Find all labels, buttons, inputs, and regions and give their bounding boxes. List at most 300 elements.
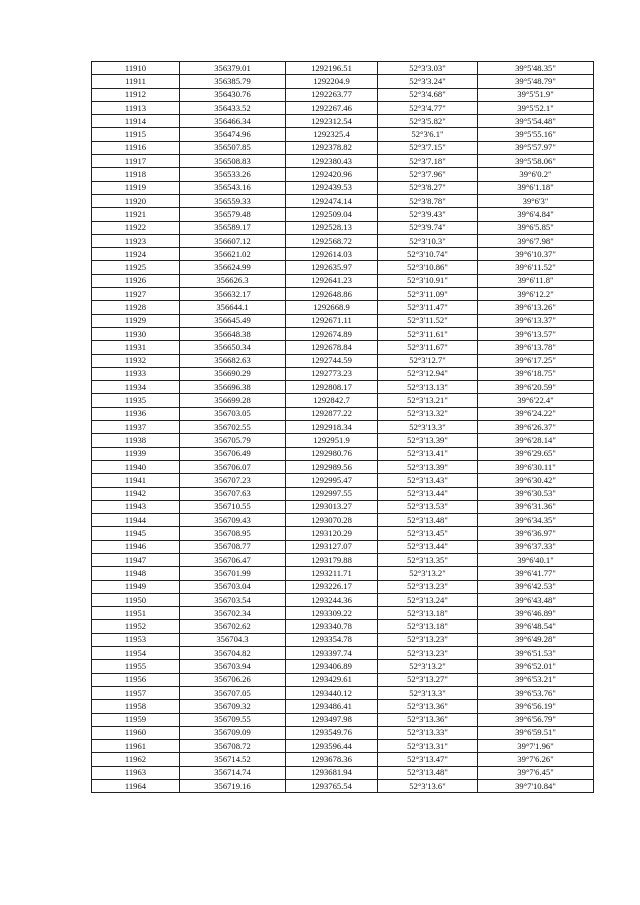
x-coordinate-cell: 356710.55 (180, 500, 286, 513)
y-coordinate-cell: 1293340.78 (286, 620, 378, 633)
y-coordinate-cell: 1293120.29 (286, 527, 378, 540)
longitude-cell: 39°6'56.19" (478, 700, 594, 713)
point-number-cell: 11936 (92, 407, 180, 420)
x-coordinate-cell: 356433.52 (180, 101, 286, 114)
latitude-cell: 52°3'12.7" (378, 354, 478, 367)
point-number-cell: 11911 (92, 75, 180, 88)
table-row (92, 421, 594, 434)
longitude-cell: 39°6'13.37" (478, 314, 594, 327)
table-row (92, 168, 594, 181)
x-coordinate-cell: 356474.96 (180, 128, 286, 141)
latitude-cell: 52°3'13.6" (378, 780, 478, 793)
latitude-cell: 52°3'9.74" (378, 221, 478, 234)
point-number-cell: 11929 (92, 314, 180, 327)
x-coordinate-cell: 356704.82 (180, 647, 286, 660)
x-coordinate-cell: 356650.34 (180, 341, 286, 354)
y-coordinate-cell: 1292474.14 (286, 194, 378, 207)
x-coordinate-cell: 356709.32 (180, 700, 286, 713)
y-coordinate-cell: 1292997.55 (286, 487, 378, 500)
x-coordinate-cell: 356507.85 (180, 141, 286, 154)
point-number-cell: 11932 (92, 354, 180, 367)
table-row (92, 381, 594, 394)
point-number-cell: 11937 (92, 421, 180, 434)
table-row (92, 700, 594, 713)
point-number-cell: 11940 (92, 460, 180, 473)
longitude-cell: 39°6'12.2" (478, 288, 594, 301)
y-coordinate-cell: 1292196.51 (286, 62, 378, 75)
table-row (92, 88, 594, 101)
point-number-cell: 11948 (92, 567, 180, 580)
table-row (92, 181, 594, 194)
latitude-cell: 52°3'13.44" (378, 487, 478, 500)
latitude-cell: 52°3'3.03" (378, 62, 478, 75)
y-coordinate-cell: 1293127.07 (286, 540, 378, 553)
latitude-cell: 52°3'13.36" (378, 700, 478, 713)
longitude-cell: 39°6'5.85" (478, 221, 594, 234)
longitude-cell: 39°6'43.48" (478, 593, 594, 606)
longitude-cell: 39°6'1.18" (478, 181, 594, 194)
longitude-cell: 39°6'24.22" (478, 407, 594, 420)
latitude-cell: 52°3'13.3" (378, 421, 478, 434)
point-number-cell: 11958 (92, 700, 180, 713)
table-row (92, 766, 594, 779)
latitude-cell: 52°3'4.68" (378, 88, 478, 101)
table-row (92, 726, 594, 739)
y-coordinate-cell: 1293211.71 (286, 567, 378, 580)
longitude-cell: 39°6'49.28" (478, 633, 594, 646)
x-coordinate-cell: 356702.55 (180, 421, 286, 434)
longitude-cell: 39°5'58.06" (478, 155, 594, 168)
point-number-cell: 11956 (92, 673, 180, 686)
x-coordinate-cell: 356708.95 (180, 527, 286, 540)
longitude-cell: 39°6'56.79" (478, 713, 594, 726)
x-coordinate-cell: 356706.47 (180, 553, 286, 566)
latitude-cell: 52°3'10.91" (378, 274, 478, 287)
latitude-cell: 52°3'3.24" (378, 75, 478, 88)
latitude-cell: 52°3'7.15" (378, 141, 478, 154)
point-number-cell: 11947 (92, 553, 180, 566)
latitude-cell: 52°3'13.24" (378, 593, 478, 606)
latitude-cell: 52°3'11.67" (378, 341, 478, 354)
y-coordinate-cell: 1292951.9 (286, 434, 378, 447)
x-coordinate-cell: 356508.83 (180, 155, 286, 168)
x-coordinate-cell: 356714.74 (180, 766, 286, 779)
table-row (92, 780, 594, 793)
y-coordinate-cell: 1293244.36 (286, 593, 378, 606)
point-number-cell: 11919 (92, 181, 180, 194)
x-coordinate-cell: 356579.48 (180, 208, 286, 221)
point-number-cell: 11943 (92, 500, 180, 513)
longitude-cell: 39°6'30.42" (478, 474, 594, 487)
y-coordinate-cell: 1292325.4 (286, 128, 378, 141)
x-coordinate-cell: 356702.34 (180, 607, 286, 620)
y-coordinate-cell: 1292877.22 (286, 407, 378, 420)
x-coordinate-cell: 356707.05 (180, 686, 286, 699)
longitude-cell: 39°5'48.35" (478, 62, 594, 75)
table-row (92, 540, 594, 553)
point-number-cell: 11934 (92, 381, 180, 394)
table-row (92, 314, 594, 327)
table-row (92, 740, 594, 753)
x-coordinate-cell: 356703.05 (180, 407, 286, 420)
y-coordinate-cell: 1293013.27 (286, 500, 378, 513)
table-row (92, 713, 594, 726)
point-number-cell: 11949 (92, 580, 180, 593)
longitude-cell: 39°6'11.8" (478, 274, 594, 287)
x-coordinate-cell: 356719.16 (180, 780, 286, 793)
point-number-cell: 11931 (92, 341, 180, 354)
longitude-cell: 39°5'51.9" (478, 88, 594, 101)
y-coordinate-cell: 1292773.23 (286, 367, 378, 380)
point-number-cell: 11951 (92, 607, 180, 620)
latitude-cell: 52°3'6.1" (378, 128, 478, 141)
x-coordinate-cell: 356702.62 (180, 620, 286, 633)
point-number-cell: 11922 (92, 221, 180, 234)
longitude-cell: 39°6'26.37" (478, 421, 594, 434)
x-coordinate-cell: 356632.17 (180, 288, 286, 301)
latitude-cell: 52°3'8.78" (378, 194, 478, 207)
y-coordinate-cell: 1292312.54 (286, 115, 378, 128)
longitude-cell: 39°6'13.78" (478, 341, 594, 354)
latitude-cell: 52°3'13.48" (378, 514, 478, 527)
table-row (92, 487, 594, 500)
y-coordinate-cell: 1293765.54 (286, 780, 378, 793)
table-row (92, 261, 594, 274)
x-coordinate-cell: 356707.63 (180, 487, 286, 500)
latitude-cell: 52°3'13.39" (378, 434, 478, 447)
point-number-cell: 11953 (92, 633, 180, 646)
y-coordinate-cell: 1293070.28 (286, 514, 378, 527)
longitude-cell: 39°6'29.65" (478, 447, 594, 460)
table-row (92, 221, 594, 234)
latitude-cell: 52°3'13.31" (378, 740, 478, 753)
point-number-cell: 11924 (92, 248, 180, 261)
y-coordinate-cell: 1292980.76 (286, 447, 378, 460)
latitude-cell: 52°3'13.27" (378, 673, 478, 686)
y-coordinate-cell: 1293678.36 (286, 753, 378, 766)
point-number-cell: 11945 (92, 527, 180, 540)
y-coordinate-cell: 1292509.04 (286, 208, 378, 221)
y-coordinate-cell: 1292744.59 (286, 354, 378, 367)
latitude-cell: 52°3'13.2" (378, 567, 478, 580)
point-number-cell: 11961 (92, 740, 180, 753)
longitude-cell: 39°6'4.84" (478, 208, 594, 221)
y-coordinate-cell: 1293179.88 (286, 553, 378, 566)
longitude-cell: 39°5'48.79" (478, 75, 594, 88)
latitude-cell: 52°3'11.52" (378, 314, 478, 327)
x-coordinate-cell: 356701.99 (180, 567, 286, 580)
latitude-cell: 52°3'13.18" (378, 620, 478, 633)
x-coordinate-cell: 356624.99 (180, 261, 286, 274)
table-row (92, 647, 594, 660)
latitude-cell: 52°3'11.47" (378, 301, 478, 314)
table-row (92, 208, 594, 221)
longitude-cell: 39°6'42.53" (478, 580, 594, 593)
x-coordinate-cell: 356704.3 (180, 633, 286, 646)
point-number-cell: 11946 (92, 540, 180, 553)
point-number-cell: 11914 (92, 115, 180, 128)
y-coordinate-cell: 1292568.72 (286, 234, 378, 247)
latitude-cell: 52°3'10.3" (378, 234, 478, 247)
y-coordinate-cell: 1293429.61 (286, 673, 378, 686)
x-coordinate-cell: 356706.49 (180, 447, 286, 460)
longitude-cell: 39°5'57.97" (478, 141, 594, 154)
latitude-cell: 52°3'13.23" (378, 580, 478, 593)
coordinates-table-body (92, 62, 594, 793)
y-coordinate-cell: 1292439.53 (286, 181, 378, 194)
y-coordinate-cell: 1292263.77 (286, 88, 378, 101)
point-number-cell: 11917 (92, 155, 180, 168)
point-number-cell: 11962 (92, 753, 180, 766)
point-number-cell: 11910 (92, 62, 180, 75)
longitude-cell: 39°6'53.76" (478, 686, 594, 699)
table-row (92, 460, 594, 473)
y-coordinate-cell: 1292380.43 (286, 155, 378, 168)
x-coordinate-cell: 356703.94 (180, 660, 286, 673)
longitude-cell: 39°6'31.36" (478, 500, 594, 513)
latitude-cell: 52°3'13.44" (378, 540, 478, 553)
latitude-cell: 52°3'13.35" (378, 553, 478, 566)
table-row (92, 288, 594, 301)
y-coordinate-cell: 1293309.22 (286, 607, 378, 620)
x-coordinate-cell: 356703.54 (180, 593, 286, 606)
latitude-cell: 52°3'13.21" (378, 394, 478, 407)
x-coordinate-cell: 356699.28 (180, 394, 286, 407)
table-row (92, 660, 594, 673)
longitude-cell: 39°6'7.98" (478, 234, 594, 247)
longitude-cell: 39°6'36.97" (478, 527, 594, 540)
y-coordinate-cell: 1293486.41 (286, 700, 378, 713)
table-row (92, 341, 594, 354)
longitude-cell: 39°5'52.1" (478, 101, 594, 114)
table-row (92, 141, 594, 154)
table-row (92, 567, 594, 580)
latitude-cell: 52°3'11.09" (378, 288, 478, 301)
x-coordinate-cell: 356709.55 (180, 713, 286, 726)
table-row (92, 633, 594, 646)
table-row (92, 115, 594, 128)
table-row (92, 367, 594, 380)
longitude-cell: 39°6'13.26" (478, 301, 594, 314)
point-number-cell: 11963 (92, 766, 180, 779)
point-number-cell: 11928 (92, 301, 180, 314)
latitude-cell: 52°3'13.41" (378, 447, 478, 460)
table-row (92, 354, 594, 367)
point-number-cell: 11952 (92, 620, 180, 633)
y-coordinate-cell: 1293354.78 (286, 633, 378, 646)
longitude-cell: 39°7'6.26" (478, 753, 594, 766)
point-number-cell: 11950 (92, 593, 180, 606)
table-row (92, 753, 594, 766)
y-coordinate-cell: 1292420.96 (286, 168, 378, 181)
y-coordinate-cell: 1293681.94 (286, 766, 378, 779)
point-number-cell: 11941 (92, 474, 180, 487)
x-coordinate-cell: 356559.33 (180, 194, 286, 207)
y-coordinate-cell: 1293549.76 (286, 726, 378, 739)
x-coordinate-cell: 356607.12 (180, 234, 286, 247)
coordinates-table (91, 61, 594, 793)
y-coordinate-cell: 1293397.74 (286, 647, 378, 660)
table-row (92, 686, 594, 699)
x-coordinate-cell: 356466.34 (180, 115, 286, 128)
longitude-cell: 39°6'34.35" (478, 514, 594, 527)
y-coordinate-cell: 1292648.86 (286, 288, 378, 301)
longitude-cell: 39°7'10.84" (478, 780, 594, 793)
table-row (92, 553, 594, 566)
y-coordinate-cell: 1292678.84 (286, 341, 378, 354)
longitude-cell: 39°6'37.33" (478, 540, 594, 553)
latitude-cell: 52°3'5.82" (378, 115, 478, 128)
x-coordinate-cell: 356533.26 (180, 168, 286, 181)
longitude-cell: 39°6'30.53" (478, 487, 594, 500)
point-number-cell: 11913 (92, 101, 180, 114)
latitude-cell: 52°3'13.32" (378, 407, 478, 420)
latitude-cell: 52°3'12.94" (378, 367, 478, 380)
y-coordinate-cell: 1292674.89 (286, 327, 378, 340)
point-number-cell: 11916 (92, 141, 180, 154)
point-number-cell: 11927 (92, 288, 180, 301)
latitude-cell: 52°3'13.43" (378, 474, 478, 487)
longitude-cell: 39°6'40.1" (478, 553, 594, 566)
table-row (92, 673, 594, 686)
latitude-cell: 52°3'9.43" (378, 208, 478, 221)
x-coordinate-cell: 356644.1 (180, 301, 286, 314)
x-coordinate-cell: 356690.29 (180, 367, 286, 380)
table-row (92, 447, 594, 460)
x-coordinate-cell: 356626.3 (180, 274, 286, 287)
point-number-cell: 11959 (92, 713, 180, 726)
y-coordinate-cell: 1292641.23 (286, 274, 378, 287)
longitude-cell: 39°7'1.96" (478, 740, 594, 753)
latitude-cell: 52°3'13.53" (378, 500, 478, 513)
table-row (92, 101, 594, 114)
table-row (92, 248, 594, 261)
point-number-cell: 11964 (92, 780, 180, 793)
longitude-cell: 39°6'3" (478, 194, 594, 207)
latitude-cell: 52°3'7.18" (378, 155, 478, 168)
longitude-cell: 39°5'55.16" (478, 128, 594, 141)
table-row (92, 593, 594, 606)
table-row (92, 620, 594, 633)
table-row (92, 580, 594, 593)
y-coordinate-cell: 1292204.9 (286, 75, 378, 88)
longitude-cell: 39°6'41.77" (478, 567, 594, 580)
y-coordinate-cell: 1292918.34 (286, 421, 378, 434)
y-coordinate-cell: 1293497.98 (286, 713, 378, 726)
table-row (92, 500, 594, 513)
y-coordinate-cell: 1292995.47 (286, 474, 378, 487)
table-row (92, 434, 594, 447)
latitude-cell: 52°3'13.18" (378, 607, 478, 620)
table-row (92, 407, 594, 420)
y-coordinate-cell: 1292528.13 (286, 221, 378, 234)
table-row (92, 527, 594, 540)
point-number-cell: 11918 (92, 168, 180, 181)
table-row (92, 514, 594, 527)
table-row (92, 474, 594, 487)
latitude-cell: 52°3'13.47" (378, 753, 478, 766)
y-coordinate-cell: 1293596.44 (286, 740, 378, 753)
x-coordinate-cell: 356682.63 (180, 354, 286, 367)
longitude-cell: 39°6'20.59" (478, 381, 594, 394)
y-coordinate-cell: 1292808.17 (286, 381, 378, 394)
point-number-cell: 11920 (92, 194, 180, 207)
table-row (92, 234, 594, 247)
x-coordinate-cell: 356705.79 (180, 434, 286, 447)
point-number-cell: 11923 (92, 234, 180, 247)
longitude-cell: 39°6'59.51" (478, 726, 594, 739)
point-number-cell: 11915 (92, 128, 180, 141)
latitude-cell: 52°3'13.36" (378, 713, 478, 726)
longitude-cell: 39°6'51.53" (478, 647, 594, 660)
longitude-cell: 39°6'46.89" (478, 607, 594, 620)
y-coordinate-cell: 1292668.9 (286, 301, 378, 314)
y-coordinate-cell: 1292267.46 (286, 101, 378, 114)
table-row (92, 607, 594, 620)
latitude-cell: 52°3'13.3" (378, 686, 478, 699)
longitude-cell: 39°6'17.25" (478, 354, 594, 367)
latitude-cell: 52°3'13.33" (378, 726, 478, 739)
x-coordinate-cell: 356589.17 (180, 221, 286, 234)
table-row (92, 128, 594, 141)
point-number-cell: 11921 (92, 208, 180, 221)
y-coordinate-cell: 1293440.12 (286, 686, 378, 699)
table-row (92, 327, 594, 340)
y-coordinate-cell: 1292635.97 (286, 261, 378, 274)
x-coordinate-cell: 356703.04 (180, 580, 286, 593)
table-row (92, 301, 594, 314)
point-number-cell: 11939 (92, 447, 180, 460)
longitude-cell: 39°5'54.48" (478, 115, 594, 128)
point-number-cell: 11926 (92, 274, 180, 287)
point-number-cell: 11925 (92, 261, 180, 274)
point-number-cell: 11944 (92, 514, 180, 527)
latitude-cell: 52°3'7.96" (378, 168, 478, 181)
latitude-cell: 52°3'13.39" (378, 460, 478, 473)
x-coordinate-cell: 356385.79 (180, 75, 286, 88)
table-row (92, 75, 594, 88)
longitude-cell: 39°6'10.37" (478, 248, 594, 261)
latitude-cell: 52°3'11.61" (378, 327, 478, 340)
latitude-cell: 52°3'13.2" (378, 660, 478, 673)
longitude-cell: 39°6'0.2" (478, 168, 594, 181)
point-number-cell: 11912 (92, 88, 180, 101)
latitude-cell: 52°3'13.13" (378, 381, 478, 394)
point-number-cell: 11930 (92, 327, 180, 340)
y-coordinate-cell: 1293226.17 (286, 580, 378, 593)
table-row (92, 194, 594, 207)
longitude-cell: 39°6'52.01" (478, 660, 594, 673)
y-coordinate-cell: 1293406.89 (286, 660, 378, 673)
point-number-cell: 11960 (92, 726, 180, 739)
point-number-cell: 11938 (92, 434, 180, 447)
x-coordinate-cell: 356708.77 (180, 540, 286, 553)
x-coordinate-cell: 356648.38 (180, 327, 286, 340)
latitude-cell: 52°3'10.74" (378, 248, 478, 261)
x-coordinate-cell: 356706.07 (180, 460, 286, 473)
latitude-cell: 52°3'8.27" (378, 181, 478, 194)
y-coordinate-cell: 1292614.03 (286, 248, 378, 261)
longitude-cell: 39°6'28.14" (478, 434, 594, 447)
y-coordinate-cell: 1292378.82 (286, 141, 378, 154)
x-coordinate-cell: 356706.26 (180, 673, 286, 686)
x-coordinate-cell: 356714.52 (180, 753, 286, 766)
table-row (92, 394, 594, 407)
x-coordinate-cell: 356708.72 (180, 740, 286, 753)
longitude-cell: 39°6'13.57" (478, 327, 594, 340)
table-row (92, 274, 594, 287)
longitude-cell: 39°6'18.75" (478, 367, 594, 380)
